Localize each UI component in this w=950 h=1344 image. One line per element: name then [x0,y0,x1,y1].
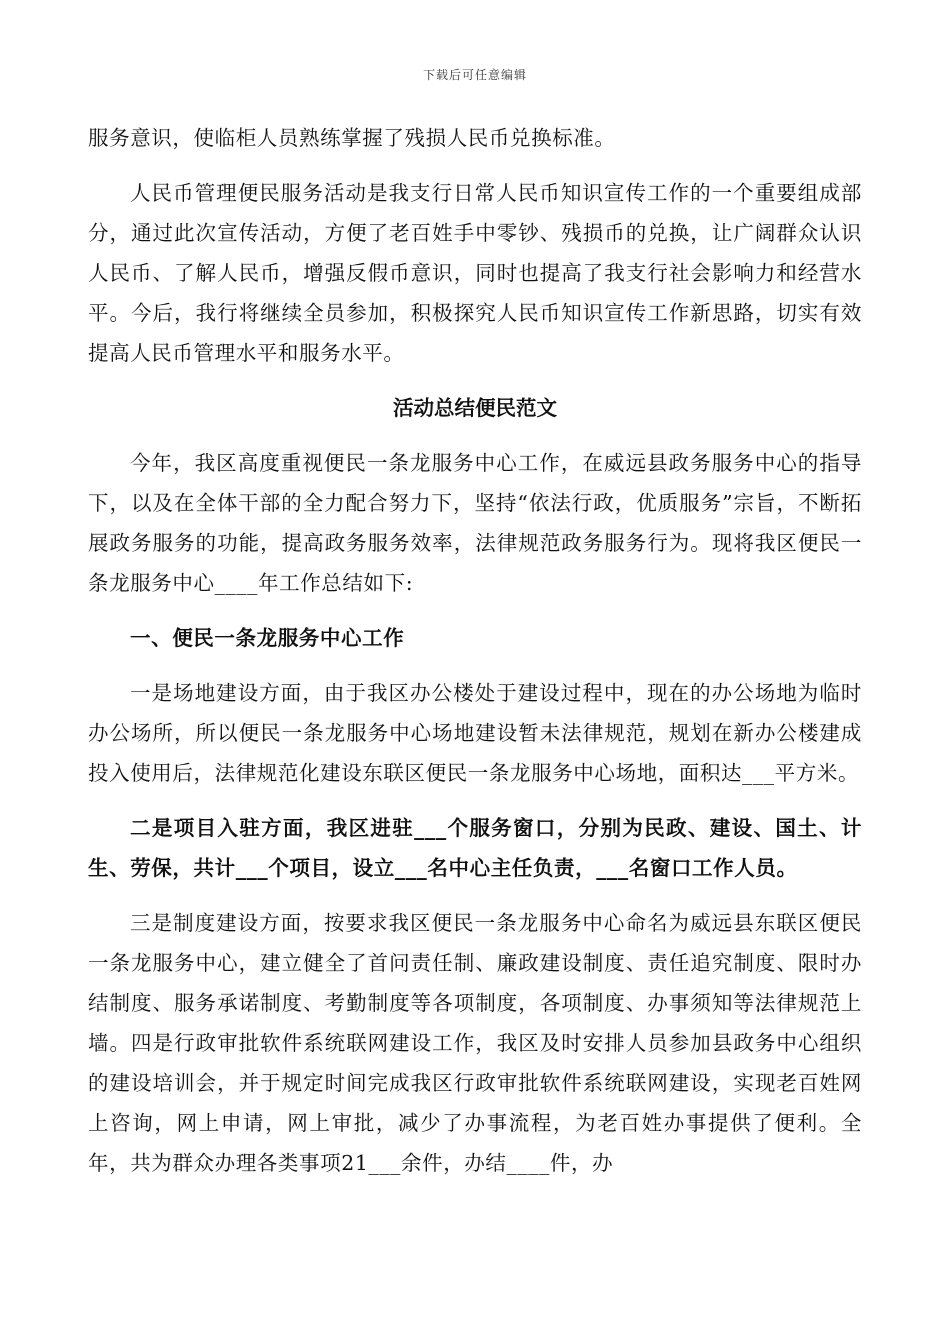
paragraph-rmb-activity: 人民币管理便民服务活动是我支行日常人民币知识宣传工作的一个重要组成部分，通过此次宣传活动，方便了老百姓手中零钞、残损币的兑换，让广阔群众认识人民币、了解人民币，增强反假币意识，同时也提高了我支行社会影响力和经营水平。今后，我行将继续全员参加，积极探究人民币知识宣传工作新思路，切实有效提高人民币管理水平和服务水平。 [88,181,862,365]
paragraph-project-entry: 二是项目入驻方面，我区进驻___个服务窗口，分别为民政、建设、国土、计生、劳保，共计___个项目，设立___名中心主任负责，___名窗口工作人员。 [88,816,862,880]
paragraph-system-construction: 三是制度建设方面，按要求我区便民一条龙服务中心命名为威远县东联区便民一条龙服务中心，建立健全了首问责任制、廉政建设制度、责任追究制度、限时办结制度、服务承诺制度、考勤制度等各项制度，各项制度、办事须知等法律规范上墙。四是行政审批软件系统联网建设工作，我区及时安排人员参加县政务中心组织的建设培训会，并于规定时间完成我区行政审批软件系统联网建设，实现老百姓网上咨询，网上申请，网上审批，减少了办事流程，为老百姓办事提供了便利。全年，共为群众办理各类事项21___余件，办结____件，办 [88,911,862,1175]
page-header: 下载后可任意编辑 [422,68,527,82]
section-heading-1: 一、便民一条龙服务中心工作 [130,626,405,650]
paragraph-summary-intro: 今年，我区高度重视便民一条龙服务中心工作，在威远县政务服务中心的指导下，以及在全体干部的全力配合努力下，坚持“依法行政，优质服务”宗旨，不断拓展政务服务的功能，提高政务服务效率，法律规范政务服务行为。现将我区便民一条龙服务中心____年工作总结如下: [88,451,862,595]
document-body [88,118,862,1183]
document-title: 活动总结便民范文 [393,396,557,420]
paragraph-intro-continuation: 服务意识，使临柜人员熟练掌握了残损人民币兑换标准。 [88,126,616,150]
paragraph-site-construction: 一是场地建设方面，由于我区办公楼处于建设过程中，现在的办公场地为临时办公场所，所以便民一条龙服务中心场地建设暂未法律规范，规划在新办公楼建成投入使用后，法律规范化建设东联区便民一条龙服务中心场地，面积达___平方米。 [88,681,862,785]
